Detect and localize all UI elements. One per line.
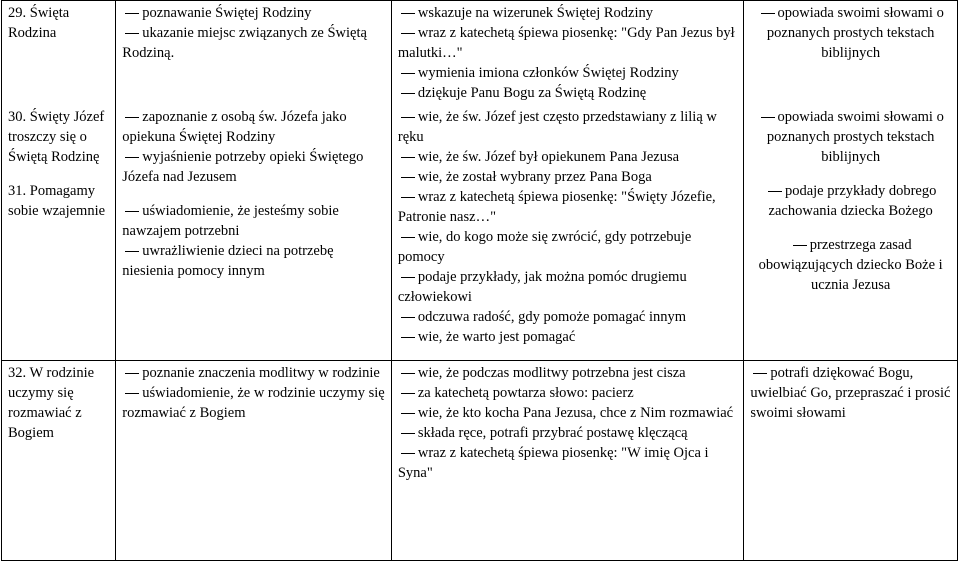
- goal-item: ukazanie miejsc związanych ze Świętą Rodziną.: [122, 25, 367, 61]
- achievements-cell: [391, 1, 743, 106]
- achievement-item: wie, że kto kocha Pana Jezusa, chce z Nim rozmawiać: [417, 404, 734, 421]
- goals-cell: [116, 105, 392, 360]
- achievement-item: składa ręce, potrafi przybrać postawę klęczącą: [417, 424, 688, 441]
- lesson-cell: [2, 1, 116, 106]
- achievement-item: wymienia imiona członków Świętej Rodziny: [417, 65, 679, 81]
- extra-item: podaje przykłady dobrego zachowania dziecka Bożego: [768, 183, 937, 219]
- goal-item: uwrażliwienie dzieci na potrzebę niesienia pomocy innym: [122, 243, 334, 279]
- achievement-item: wie, że św. Józef był opiekunem Pana Jezusa: [417, 149, 680, 165]
- goal-item: uświadomienie, że w rodzinie uczymy się rozmawiać z Bogiem: [122, 384, 385, 421]
- achievement-item: za katechetą powtarza słowo: pacierz: [417, 384, 634, 401]
- achievement-item: wraz z katechetą śpiewa piosenkę: "Gdy Pan Jezus był malutki…": [397, 25, 735, 61]
- achievement-item: wie, że podczas modlitwy potrzebna jest cisza: [417, 364, 686, 381]
- extra-cell: [744, 1, 958, 106]
- extra-item: opowiada swoimi słowami o poznanych prostych tekstach biblijnych: [766, 109, 944, 165]
- achievement-item: wraz z katechetą śpiewa piosenkę: "W imię Ojca i Syna": [397, 444, 709, 481]
- goal-item: zapoznanie z osobą św. Józefa jako opiekuna Świętej Rodziny: [122, 109, 347, 145]
- goal-item: poznanie znaczenia modlitwy w rodzinie: [142, 364, 380, 381]
- extra-cell: [744, 105, 958, 360]
- table-row: [2, 1, 958, 106]
- goal-item: poznawanie Świętej Rodziny: [142, 5, 312, 21]
- extra-item: potrafi dziękować Bogu, uwielbiać Go, przepraszać i prosić swoimi słowami: [750, 364, 951, 421]
- achievement-item: podaje przykłady, jak można pomóc drugiemu człowiekowi: [397, 269, 687, 305]
- achievements-cell: [391, 360, 743, 560]
- lesson-title: 32. W rodzinie uczymy się rozmawiać z Bogiem: [8, 364, 95, 441]
- lesson-cell: [2, 105, 116, 360]
- lesson-title: 31. Pomagamy sobie wzajemnie: [8, 183, 106, 219]
- lesson-title: 30. Święty Józef troszczy się o Świętą Rodzinę: [8, 109, 105, 165]
- extra-cell: [744, 360, 958, 560]
- achievement-item: wie, że został wybrany przez Pana Boga: [417, 169, 652, 185]
- goal-item: wyjaśnienie potrzeby opieki Świętego Józefa nad Jezusem: [122, 149, 364, 185]
- goal-item: uświadomienie, że jesteśmy sobie nawzajem potrzebni: [122, 203, 339, 239]
- goals-cell: [116, 1, 392, 106]
- table-row: [2, 360, 958, 560]
- achievement-item: wraz z katechetą śpiewa piosenkę: "Święty Józefie, Patronie nasz…": [397, 189, 716, 225]
- achievement-item: wskazuje na wizerunek Świętej Rodziny: [417, 5, 654, 21]
- achievements-cell: [391, 105, 743, 360]
- achievement-item: wie, do kogo może się zwrócić, gdy potrzebuje pomocy: [397, 229, 692, 265]
- achievement-item: wie, że św. Józef jest często przedstawiany z lilią w ręku: [397, 109, 717, 145]
- lesson-cell: [2, 360, 116, 560]
- achievement-item: dziękuje Panu Bogu za Świętą Rodzinę: [417, 85, 647, 101]
- lesson-title: 29. Święta Rodzina: [8, 5, 70, 41]
- extra-item: przestrzega zasad obowiązujących dziecko Boże i ucznia Jezusa: [758, 237, 943, 293]
- achievement-item: odczuwa radość, gdy pomoże pomagać innym: [417, 309, 687, 325]
- achievement-item: wie, że warto jest pomagać: [417, 329, 576, 345]
- extra-item: opowiada swoimi słowami o poznanych prostych tekstach biblijnych: [766, 5, 944, 61]
- goals-cell: [116, 360, 392, 560]
- curriculum-table: [1, 0, 958, 561]
- table-row: [2, 105, 958, 360]
